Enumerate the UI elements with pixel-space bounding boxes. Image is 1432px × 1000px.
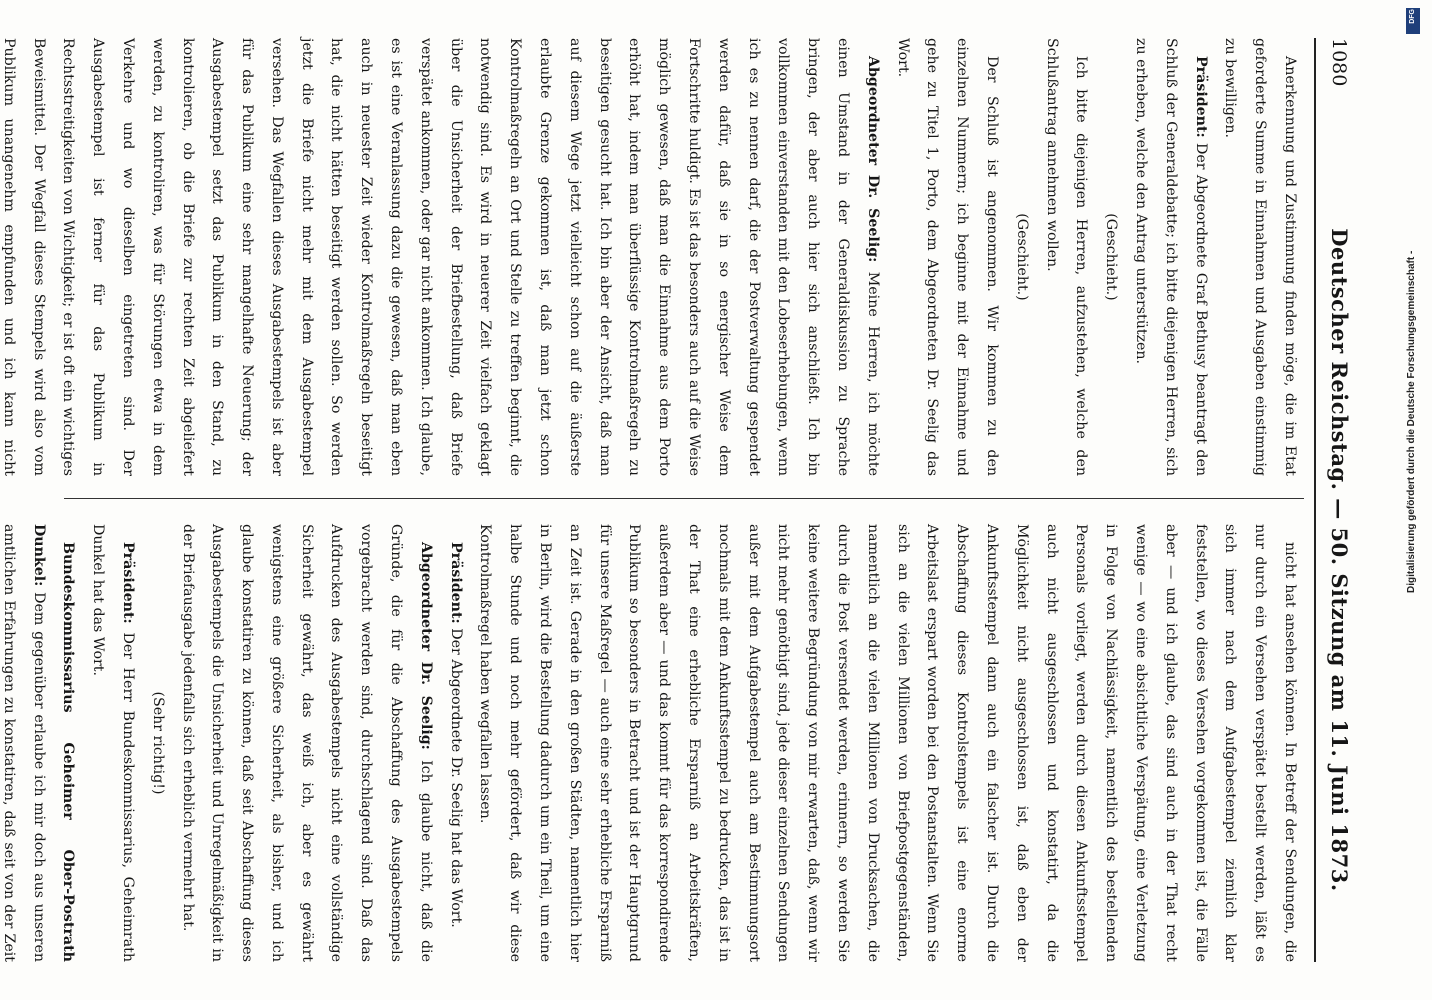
paragraph-text: Der Herr Bundeskommissarius, Geheimrath Dunkel hat das Wort. xyxy=(90,524,136,963)
running-head: Deutscher Reichstag. — 50. Sitzung am 11. Juni 1873. xyxy=(1327,228,1352,892)
paragraph xyxy=(0,38,887,476)
paragraph-text: (Geschieht.) xyxy=(1103,213,1120,301)
paragraph xyxy=(470,524,1304,962)
paragraph xyxy=(172,524,440,962)
speaker-name: Präsident: xyxy=(119,542,136,624)
paragraph-text: (Geschieht.) xyxy=(1013,213,1030,301)
paragraph xyxy=(1125,38,1214,476)
paragraph-text: Ich glaube nicht, daß die Gründe, die für die Abschaffung des Ausgabestempels vorgebracht werden sind, durchschlagend sind. Daß das Aufdrucken des Ausgabestempels nicht eine vollständige Sicherheit gewährt, das weiß ich, aber es gewährt wenigstens eine größere Sicherheit, als bisher, und ich glaube konstatiren zu können, daß seit Abschaffung dieses Ausgabestempels die Unsicherheit und Unregelmäßigkeit in der Briefausgabe jedenfalls sich erheblich vermehrt hat. xyxy=(179,524,434,962)
column-rule xyxy=(64,498,1304,499)
digitization-note: Digitalisierung gefördert durch die Deutsche Forschungsgemeinschaft - xyxy=(1406,250,1417,593)
paragraph xyxy=(1006,38,1036,476)
left-column xyxy=(0,38,1304,477)
speaker-name: Bundeskommissarius Geheimer Ober-Postrath Dunkel: xyxy=(30,524,77,962)
paragraph-text: Der Schluß ist angenommen. Wir kommen zu den einzelnen Nummern; ich beginne mit der Einnahme und gehe zu Titel 1, Porto, dem Abgeordneten Dr. Seelig das Wort. xyxy=(894,38,1001,476)
right-column xyxy=(0,524,1304,963)
paragraph xyxy=(1036,38,1096,476)
speaker-name: Abgeordneter Dr. Seelig: xyxy=(864,56,881,263)
speaker-name: Abgeordneter Dr. Seelig: xyxy=(417,542,434,750)
paragraph-text: Dem gegenüber erlaube ich mir doch aus unseren amtlichen Erfahrungen zu konstatiren, daß seit von der Zeit xyxy=(0,524,47,962)
speaker-name: Präsident: xyxy=(447,542,464,624)
paragraph xyxy=(1095,38,1125,476)
paragraph-text: Meine Herren, ich möchte einen Umstand in der Generaldiskussion zu Sprache bringen, der aber auch hier sich anschließt. Ich bin vollkommen einverstanden mit den Lobeserhebungen, wenn ich es zu nennen darf, die der Postverwaltung gespendet werden dafür, daß sie in so energischer Weise dem Fortschritte huldigt. Es ist das besonders auch auf die Weise möglich gewesen, daß man die Einnahme aus dem Porto erhöht hat, indem man überflüssige Kontrolmaßregeln zu beseitigen gesucht hat. Ich bin aber der Ansicht, daß man auf diesem Wege jetzt vielleicht schon auf die äußerste erlaubte Grenze gekommen ist, daß man jetzt schon Kontrolmaßregeln an Ort und Stelle zu treffen beginnt, die notwendig sind. Es wird in neuerer Zeit vielfach geklagt über die Unsicherheit der Briefbestellung, daß Briefe verspätet ankommen, oder gar nicht ankommen. Ich glaube, es ist eine Veranlassung dazu die gewesen, daß man eben auch in neuester Zeit wieder Kontrolmaßregeln beseitigt hat, die nicht hätten beseitigt werden sollen. So werden jetzt die Briefe nicht mehr mit dem Ausgabestempel versehen. Das Wegfallen dieses Ausgabestempels ist aber für das Publikum eine sehr mangelhafte Neuerung; der Ausgabestempel setzt das Publikum in den Stand, zu kontrolieren, ob die Briefe zur rechten Zeit abgeliefert werden, zu kontroliren, was für Störungen etwa in dem Verkehre und wo dieselben eingetreten sind. Der Ausgabestempel ist ferner für das Publikum in Rechtsstreitigkeiten von Wichtigkeit; er ist oft ein wichtiges Beweismittel. Der Wegfall dieses Stempels wird also vom Publikum unangenehm empfunden und ich kann nicht xyxy=(0,38,881,477)
paragraph xyxy=(440,524,470,962)
page-number: 1080 xyxy=(1328,38,1350,87)
paragraph xyxy=(0,524,82,962)
paragraph xyxy=(1215,38,1304,476)
page-header xyxy=(1314,38,1356,962)
paragraph-text: Ich bitte diejenigen Herren, aufzustehen, welche den Schlußantrag annehmen wollen. xyxy=(1043,38,1090,476)
rotated-page-content xyxy=(2,0,1392,1000)
dfg-logo-text: DFG xyxy=(1409,9,1416,24)
paragraph-text: nicht hat ansehen können. In Betreff der Sendungen, die nur durch ein Versehen verspätet bestellt werden, läßt es sich immer nach dem Aufgabestempel ziemlich klar feststellen, wo dieses Versehen vorgekommen ist, die Fälle aber — und ich glaube, das sind auch in der That recht wenige — wo eine absichtliche Verspätung, eine Verletzung in Folge von Nachlässigkeit, namentlich des bestellenden Personals vorliegt, werden durch diesen Ankunftsstempel auch nicht ausgeschlossen und konstatirt, da die Möglichkeit nicht ausgeschlossen ist, daß eben der Ankunftsstempel dann auch ein falscher ist. Durch die Abschaffung dieses Kontrolstempels ist eine enorme Arbeitslast erspart worden bei den Postanstalten. Wenn Sie sich an die vielen Millionen von Briefpostgegenständen, namentlich an die vielen Millionen von Drucksachen, die durch die Post versendet werden, erinnern, so werden Sie keine weitere Begründung von mir erwarten, daß, wenn wir nicht mehr genöthigt sind, jede dieser einzelnen Sendungen außer mit dem Aufgabestempel auch am Bestimmungsort nochmals mit dem Ankunftsstempel zu bedrucken, das ist in der That eine erhebliche Ersparniß an Arbeitskräften, außerdem aber — und das kommt für das korrespondirende Publikum so besonders in Betracht und ist der Hauptgrund für unsere Maßregel — auch eine sehr erhebliche Ersparniß an Zeit ist. Gerade in den großen Städten, namentlich hier in Berlin, wird die Bestellung dadurch um ein Theil, um eine halbe Stunde und noch mehr gefördert, daß wir diese Kontrolmaßregel haben wegfallen lassen. xyxy=(477,524,1298,962)
paragraph xyxy=(82,524,142,962)
paragraph-text: Der Abgeordnete Dr. Seelig hat das Wort. xyxy=(447,628,464,928)
paragraph-text: (Sehr richtig!) xyxy=(149,691,166,795)
speaker-name: Präsident: xyxy=(1192,56,1209,138)
dfg-logo xyxy=(1406,8,1420,34)
paragraph xyxy=(887,38,1006,476)
paragraph-text: Anerkennung und Zustimmung finden möge, die im Etat geforderte Summe in Einnahmen und Ausgaben einstimmig zu bewilligen. xyxy=(1222,38,1298,476)
paragraph xyxy=(142,524,172,962)
paragraph-text: Der Abgeordnete Graf Bethusy beantragt den Schluß der Generaldebatte; ich bitte diejenigen Herren, sich zu erheben, welche den Antrag unterstützen. xyxy=(1133,38,1209,476)
